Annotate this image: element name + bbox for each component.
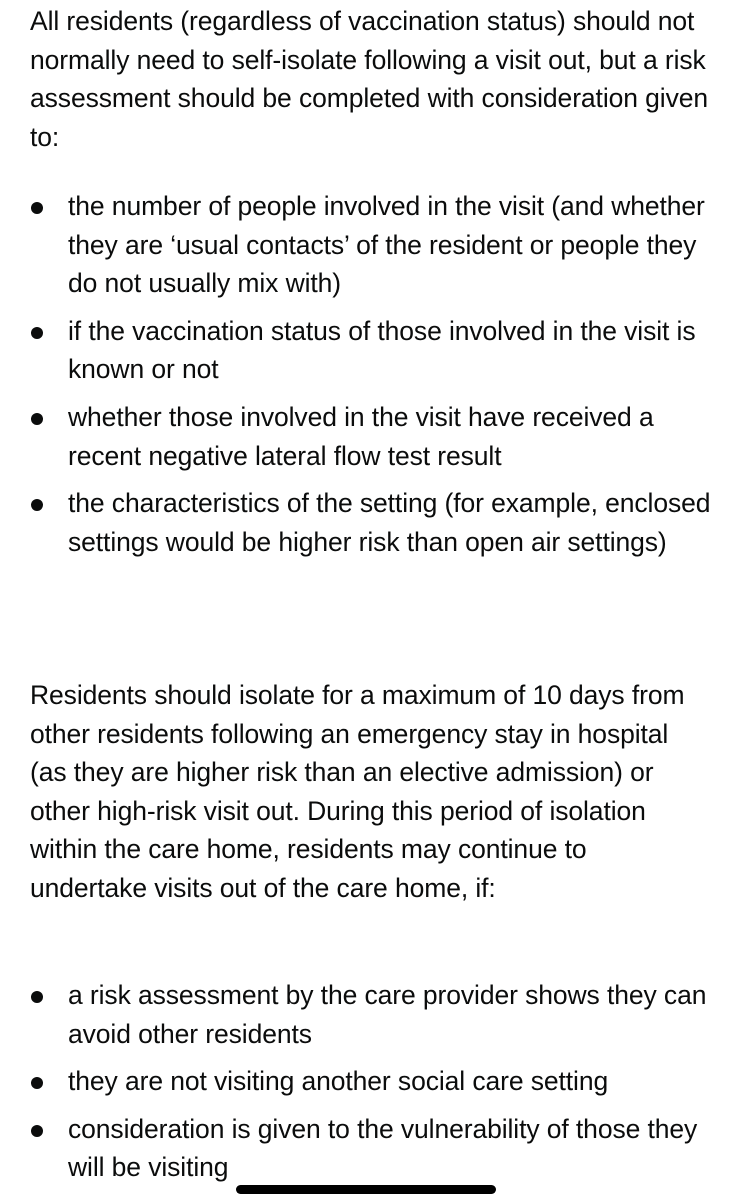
list-item (0, 187, 730, 303)
list-item-text: whether those involved in the visit have received a recent negative lateral flow test result (68, 401, 654, 471)
list-item (0, 1110, 730, 1187)
list-item-text: if the vaccination status of those involved in the visit is known or not (68, 315, 696, 385)
list-item-text: they are not visiting another social care setting (68, 1066, 609, 1097)
bullet-icon (31, 202, 43, 214)
bullet-icon (31, 1125, 43, 1137)
bullet-icon (31, 413, 43, 425)
list-item-text: a risk assessment by the care provider shows they can avoid other residents (68, 980, 707, 1049)
list-item (0, 484, 730, 561)
bullet-icon (31, 991, 43, 1003)
home-indicator-bar[interactable] (236, 1185, 496, 1194)
bullet-icon (31, 1077, 43, 1089)
bullet-icon (31, 499, 43, 511)
list-item (0, 1062, 730, 1101)
list-item-text: the number of people involved in the visit (and whether they are ‘usual contacts’ of the resident or people they do not usually mix with) (68, 191, 705, 299)
list-item (0, 398, 730, 475)
list-item (0, 976, 730, 1053)
list-item (0, 312, 730, 389)
isolation-paragraph: Residents should isolate for a maximum of 10 days from other residents following an emergency stay in hospital (as they are higher risk than an elective admission) or other high-risk visit out. During this period of isolation within the care home, residents may continue to undertake visits out of the care home, if: (30, 680, 685, 903)
list-item-text: consideration is given to the vulnerability of those they will be visiting (68, 1113, 698, 1183)
intro-paragraph: All residents (regardless of vaccination status) should not normally need to self-isolate following a visit out, but a risk assessment should be completed with consideration given to: (30, 6, 709, 152)
bullet-icon (31, 327, 43, 339)
risk-assessment-list (0, 187, 730, 570)
visit-conditions-list (0, 976, 730, 1196)
list-item-text: the characteristics of the setting (for example, enclosed settings would be higher risk than open air settings) (68, 488, 711, 557)
